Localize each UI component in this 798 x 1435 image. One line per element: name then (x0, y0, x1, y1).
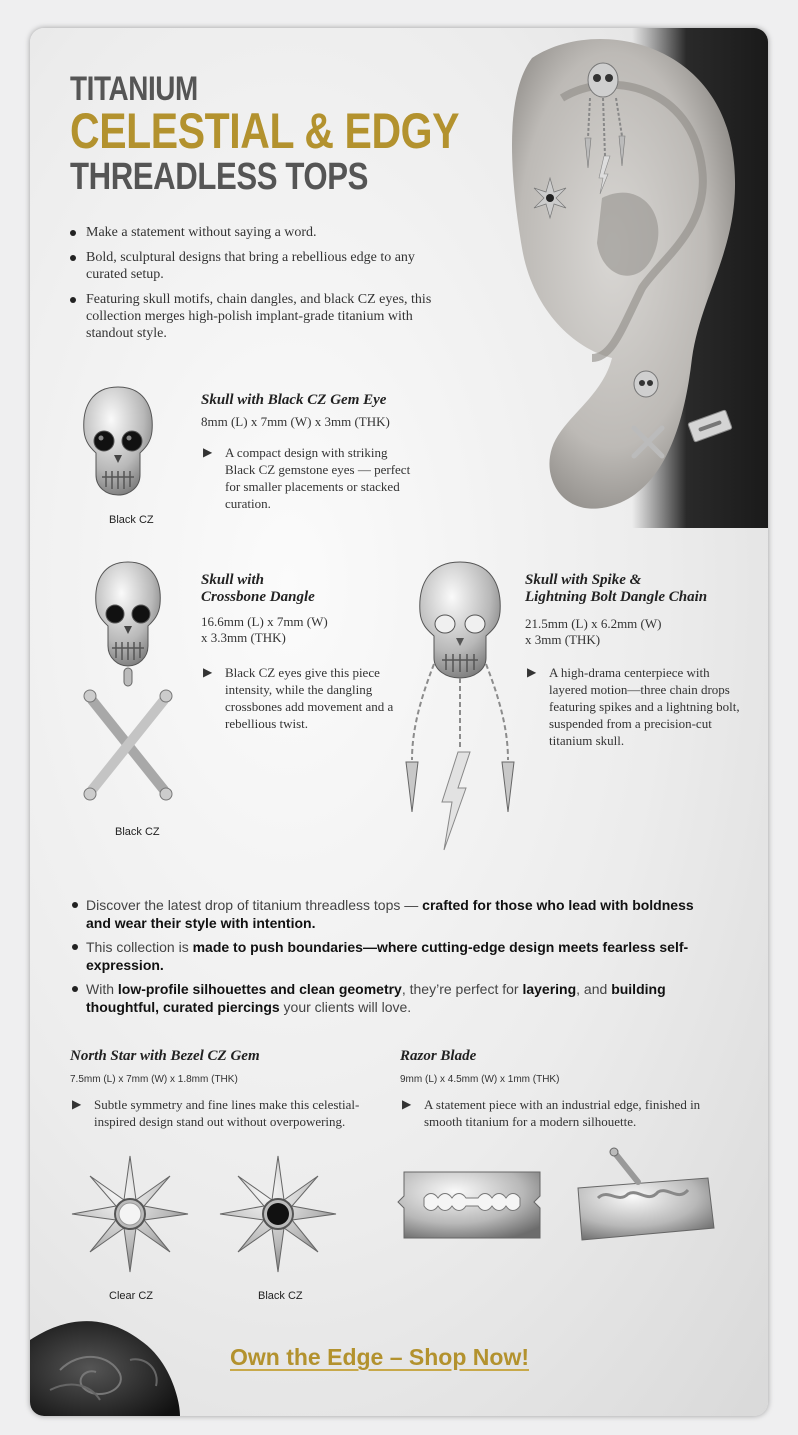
intro-bullet: Bold, sculptural designs that bring a rebellious edge to any curated setup. (68, 249, 458, 283)
razor-name: Razor Blade (400, 1048, 477, 1064)
skull-crossbone-product-image (78, 560, 178, 820)
north-star-clear-image (70, 1154, 190, 1274)
skull-spike-product-image (400, 560, 520, 880)
arrow-icon: ▶ (203, 445, 213, 459)
razor-side-image (568, 1148, 718, 1258)
collection-list (70, 896, 710, 1022)
title-line-3: THREADLESS TOPS (70, 156, 369, 198)
skull-eye-desc: ▶ A compact design with striking Black CZ gemstone eyes — perfect for smaller placements or stacked curation. (203, 445, 411, 511)
shop-now-link[interactable]: Own the Edge – Shop Now! (230, 1344, 529, 1370)
north-star-dims: 7.5mm (L) x 7mm (W) x 1.8mm (THK) (70, 1074, 238, 1085)
north-star-clear-caption: Clear CZ (109, 1290, 154, 1302)
skull-spike-dims: 21.5mm (L) x 6.2mm (W) x 3mm (THK) (525, 616, 662, 647)
skull-eye-dims: 8mm (L) x 7mm (W) x 3mm (THK) (201, 414, 390, 429)
skull-crossbone-name: Skull with Crossbone Dangle (201, 572, 315, 605)
skull-crossbone-caption: Black CZ (115, 826, 160, 838)
arrow-icon: ▶ (203, 665, 213, 679)
skull-crossbone-dims: 16.6mm (L) x 7mm (W) x 3.3mm (THK) (201, 614, 328, 645)
skull-spike-name: Skull with Spike & Lightning Bolt Dangle Chain (525, 572, 708, 605)
razor-dims: 9mm (L) x 4.5mm (W) x 1mm (THK) (400, 1074, 560, 1085)
skull-eye-caption: Black CZ (109, 514, 154, 526)
collection-bullet: This collection is made to push boundaries—where cutting-edge design meets fearless self-expression. (70, 938, 710, 974)
north-star-desc: ▶ Subtle symmetry and fine lines make this celestial-inspired design stand out without overpowering. (72, 1097, 360, 1129)
title-line-2: CELESTIAL & EDGY (70, 103, 460, 159)
skull-eye-product-image (78, 383, 158, 503)
north-star-name: North Star with Bezel CZ Gem (70, 1048, 260, 1064)
skull-spike-desc: ▶ A high-drama centerpiece with layered motion—three chain drops featuring spikes and a lightning bolt, suspended from a precision-cut titanium skull. (527, 665, 740, 748)
razor-desc: ▶ A statement piece with an industrial edge, finished in smooth titanium for a modern silhouette. (402, 1097, 701, 1129)
rose-decoration (30, 1310, 180, 1416)
arrow-icon: ▶ (72, 1097, 82, 1111)
ear-illustration (462, 28, 768, 528)
arrow-icon: ▶ (402, 1097, 412, 1111)
collection-bullet: With low-profile silhouettes and clean geometry, they’re perfect for layering, and building thoughtful, curated piercings your clients will love. (70, 980, 710, 1016)
skull-eye-name: Skull with Black CZ Gem Eye (201, 392, 387, 408)
arrow-icon: ▶ (527, 665, 537, 679)
intro-bullet: Featuring skull motifs, chain dangles, and black CZ eyes, this collection merges high-polish implant-grade titanium with standout style. (68, 291, 458, 342)
promo-card (30, 28, 768, 1416)
razor-front-image (398, 1168, 546, 1250)
north-star-black-caption: Black CZ (258, 1290, 303, 1302)
intro-list (68, 224, 458, 350)
north-star-black-image (218, 1154, 338, 1274)
title-line-1: TITANIUM (70, 70, 198, 108)
intro-bullet: Make a statement without saying a word. (68, 224, 458, 241)
collection-bullet: Discover the latest drop of titanium threadless tops — crafted for those who lead with boldness and wear their style with intention. (70, 896, 710, 932)
skull-crossbone-desc: ▶ Black CZ eyes give this piece intensity, while the dangling crossbones add movement and a rebellious twist. (203, 665, 394, 731)
